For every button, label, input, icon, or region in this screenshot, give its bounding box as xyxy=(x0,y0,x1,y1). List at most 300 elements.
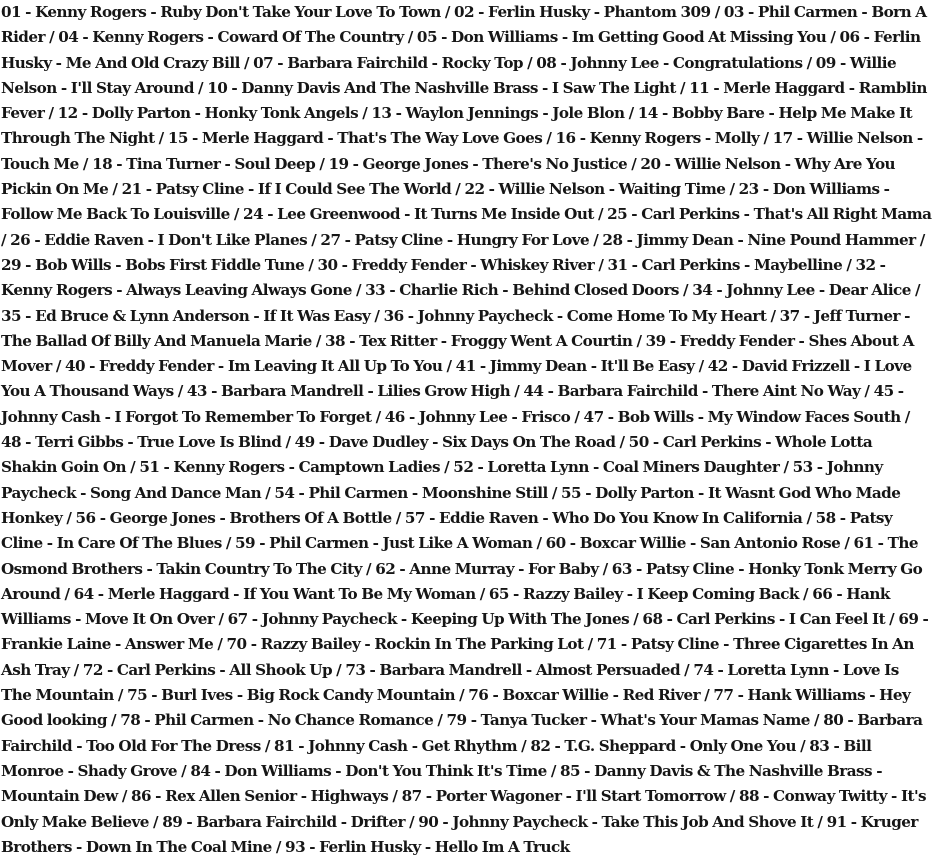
track-title: Me And Old Crazy Bill xyxy=(65,53,240,72)
track-separator: / xyxy=(455,686,469,705)
track-entry: 24 - Lee Greenwood - It Turns Me Inside Out xyxy=(243,205,594,224)
track-artist: Ferlin Husky xyxy=(1,28,921,72)
track-number: 11 xyxy=(689,78,710,97)
track-artist: Johnny Lee xyxy=(418,407,508,426)
track-number: 30 xyxy=(317,255,338,274)
track-number: 39 xyxy=(645,331,666,350)
track-number: 72 xyxy=(82,660,103,679)
track-title: Rockin In The Parking Lot xyxy=(374,635,584,654)
track-entry: 82 - T.G. Sheppard - Only One You xyxy=(530,736,796,755)
track-number: 58 xyxy=(815,508,836,527)
track-separator: / xyxy=(440,3,454,21)
track-entry: 77 - Hank Williams - Hey Good looking xyxy=(1,686,911,730)
track-artist: Willie Nelson xyxy=(498,180,605,199)
track-artist: Barbara Mandrell xyxy=(379,660,522,679)
track-title: Ramblin Fever xyxy=(1,78,927,123)
track-entry: 41 - Jimmy Dean - It'll Be Easy xyxy=(455,357,695,376)
track-number: 19 xyxy=(328,154,349,173)
track-separator: / xyxy=(391,508,405,527)
track-number: 71 xyxy=(596,635,617,654)
track-title: Takin Country To The City xyxy=(156,559,362,578)
track-entry: 39 - Freddy Fender - Shes About A Mover xyxy=(1,331,914,376)
track-title: Big Rock Candy Mountain xyxy=(246,686,455,705)
track-title: Only One You xyxy=(689,736,796,755)
track-entry: 68 - Carl Perkins - I Can Feel It xyxy=(642,610,886,629)
track-entry: 03 - Phil Carmen - Born A Rider xyxy=(1,3,927,47)
track-artist: Tina Turner xyxy=(126,154,221,173)
track-separator: / xyxy=(44,104,58,123)
track-artist: Patsy Cline xyxy=(1,508,893,553)
track-separator: / xyxy=(370,306,384,325)
track-title: Honky Tonk Merry Go Around xyxy=(1,559,923,603)
track-separator: / xyxy=(766,306,780,325)
track-entry: 21 - Patsy Cline - If I Could See The World xyxy=(121,180,452,199)
track-title: Ruby Don't Take Your Love To Town xyxy=(160,3,441,21)
track-number: 78 xyxy=(120,711,141,730)
track-title: Congratulations xyxy=(672,53,803,72)
track-title: Frisco xyxy=(521,407,571,426)
track-number: 74 xyxy=(693,660,714,679)
track-number: 62 xyxy=(375,559,396,578)
track-title: Come Home To My Heart xyxy=(566,306,767,325)
track-entry: 15 - Merle Haggard - That's The Way Love Goes xyxy=(167,129,543,148)
track-artist: Kenny Rogers xyxy=(1,281,113,300)
track-title: Hello Im A Truck xyxy=(434,837,570,856)
track-entry: 83 - Bill Monroe - Shady Grove xyxy=(1,736,872,780)
track-artist: Eddie Raven xyxy=(438,508,539,527)
track-separator: / xyxy=(842,255,856,274)
track-artist: Johnny Paycheck xyxy=(417,306,553,325)
track-title: The Ballad Of Billy And Manuela Marie xyxy=(1,331,312,350)
track-artist: Barbara Fairchild xyxy=(557,382,698,401)
track-artist: Bill Monroe xyxy=(1,736,872,780)
track-separator: / xyxy=(759,129,773,148)
track-separator: / xyxy=(725,787,739,806)
track-number: 66 xyxy=(812,584,833,603)
track-entry: 60 - Boxcar Willie - San Antonio Rose xyxy=(545,534,841,553)
track-number: 91 xyxy=(826,812,847,831)
track-number: 40 xyxy=(64,357,86,376)
track-artist: Burl Ives xyxy=(161,686,233,705)
track-separator: / xyxy=(106,711,121,730)
track-number: 34 xyxy=(692,281,713,300)
track-title: No Chance Romance xyxy=(267,711,434,730)
track-entry: 02 - Ferlin Husky - Phantom 309 xyxy=(453,3,711,21)
track-artist: Johnny Paycheck xyxy=(452,812,588,831)
track-number: 08 xyxy=(536,53,557,72)
track-entry: 34 - Johnny Lee - Dear Alice xyxy=(692,281,911,300)
track-number: 61 xyxy=(853,534,874,553)
track-number: 67 xyxy=(227,610,248,629)
track-separator: / xyxy=(900,407,910,426)
track-separator: / xyxy=(915,230,925,249)
track-separator: / xyxy=(547,483,562,502)
track-entry: 79 - Tanya Tucker - What's Your Mamas Name xyxy=(446,711,810,730)
track-separator: / xyxy=(632,331,646,350)
track-artist: Ed Bruce & Lynn Anderson xyxy=(35,306,250,325)
track-artist: The Osmond Brothers xyxy=(1,534,918,578)
track-separator: / xyxy=(433,711,447,730)
track-artist: Dolly Parton xyxy=(91,104,191,123)
track-entry: 36 - Johnny Paycheck - Come Home To My Heart xyxy=(383,306,767,325)
track-number: 76 xyxy=(468,686,489,705)
track-artist: Don Williams xyxy=(772,180,880,199)
track-number: 18 xyxy=(92,154,113,173)
track-separator: / xyxy=(193,78,208,97)
track-number: 21 xyxy=(121,180,142,199)
track-separator: / xyxy=(546,761,560,780)
track-separator: / xyxy=(213,635,227,654)
track-title: Answer Me xyxy=(124,635,214,654)
track-entry: 13 - Waylon Jennings - Jole Blon xyxy=(371,104,625,123)
track-artist: Willie Nelson xyxy=(806,129,913,148)
track-separator: / xyxy=(1,230,11,249)
track-separator: / xyxy=(542,129,556,148)
track-number: 85 xyxy=(560,761,581,780)
track-separator: / xyxy=(910,281,921,300)
track-title: Coal Miners Daughter xyxy=(602,458,780,477)
track-entry: 19 - George Jones - There's No Justice xyxy=(328,154,628,173)
track-entry: 37 - Jeff Turner - The Ballad Of Billy And Manuela Marie xyxy=(1,306,910,350)
track-entry: 49 - Dave Dudley - Six Days On The Road xyxy=(294,433,616,452)
track-number: 16 xyxy=(555,129,576,148)
track-entry: 27 - Patsy Cline - Hungry For Love xyxy=(320,230,590,249)
track-title: Drifter xyxy=(350,812,405,831)
track-artist: Phil Carmen xyxy=(757,3,858,21)
track-artist: David Frizzell xyxy=(741,357,850,376)
track-entry: 48 - Terri Gibbs - True Love Is Blind xyxy=(1,433,282,452)
track-entry: 17 - Willie Nelson - Touch Me xyxy=(1,129,923,173)
track-title: Shady Grove xyxy=(77,761,178,780)
track-artist: Eddie Raven xyxy=(44,230,144,249)
track-title: Hey Good looking xyxy=(1,686,911,730)
track-artist: Johnny Paycheck xyxy=(1,458,883,502)
track-title: Too Old For The Dress xyxy=(86,736,261,755)
track-number: 04 xyxy=(58,28,79,47)
track-artist: Johnny Lee xyxy=(726,281,815,300)
track-title: There Aint No Way xyxy=(711,382,861,401)
track-title: My Window Faces South xyxy=(707,407,901,426)
track-separator: / xyxy=(113,686,128,705)
track-separator: / xyxy=(108,180,122,199)
track-entry: 67 - Johnny Paycheck - Keeping Up With The Jones xyxy=(227,610,630,629)
track-entry: 78 - Phil Carmen - No Chance Romance xyxy=(120,711,434,730)
track-artist: Bob Wills xyxy=(617,407,694,426)
track-number: 90 xyxy=(418,812,439,831)
track-number: 57 xyxy=(404,508,425,527)
track-number: 53 xyxy=(792,458,813,477)
track-artist: Johnny Paycheck xyxy=(261,610,397,629)
track-entry: 45 - Johnny Cash - I Forgot To Remember To Forget xyxy=(1,382,904,426)
track-entry: 56 - George Jones - Brothers Of A Bottle xyxy=(75,508,392,527)
track-title: Take This Job And Shove It xyxy=(601,812,814,831)
track-artist: Johnny Lee xyxy=(570,53,659,72)
track-artist: Razzy Bailey xyxy=(260,635,361,654)
track-entry: 33 - Charlie Rich - Behind Closed Doors xyxy=(365,281,679,300)
track-separator: / xyxy=(624,104,638,123)
track-separator: / xyxy=(351,281,366,300)
track-number: 02 xyxy=(453,3,475,21)
track-artist: Terri Gibbs xyxy=(35,433,124,452)
track-entry: 73 - Barbara Mandrell - Almost Persuaded xyxy=(345,660,681,679)
track-entry: 32 - Kenny Rogers - Always Leaving Always Gone xyxy=(1,255,886,300)
track-title: That's All Right Mama xyxy=(753,205,932,224)
track-number: 75 xyxy=(127,686,148,705)
track-title: Keeping Up With The Jones xyxy=(410,610,630,629)
track-number: 31 xyxy=(607,255,628,274)
track-artist: Charlie Rich xyxy=(399,281,499,300)
track-number: 06 xyxy=(839,28,860,47)
track-entry: 88 - Conway Twitty - It's Only Make Believe xyxy=(1,787,927,831)
track-number: 27 xyxy=(320,230,341,249)
track-entry: 64 - Merle Haggard - If You Want To Be My Woman xyxy=(73,584,476,603)
track-number: 46 xyxy=(384,407,405,426)
track-number: 22 xyxy=(464,180,485,199)
track-title: Highways xyxy=(310,787,389,806)
track-separator: / xyxy=(51,357,65,376)
track-title: I Keep Coming Back xyxy=(636,584,799,603)
track-artist: Carl Perkins xyxy=(641,255,740,274)
track-number: 69 xyxy=(898,610,919,629)
track-number: 43 xyxy=(186,382,207,401)
track-entry: 50 - Carl Perkins - Whole Lotta Shakin Goin On xyxy=(1,433,873,477)
track-artist: Tex Ritter xyxy=(359,331,437,350)
track-number: 35 xyxy=(1,306,22,325)
tracklist-text xyxy=(1,0,932,860)
track-number: 89 xyxy=(162,812,183,831)
track-artist: George Jones xyxy=(362,154,469,173)
track-number: 82 xyxy=(530,736,551,755)
track-number: 36 xyxy=(383,306,404,325)
track-separator: / xyxy=(522,53,537,72)
track-artist: George Jones xyxy=(109,508,216,527)
track-artist: Dave Dudley xyxy=(328,433,428,452)
track-separator: / xyxy=(710,3,724,21)
track-entry: 91 - Kruger Brothers - Down In The Coal Mine xyxy=(1,812,918,856)
track-separator: / xyxy=(826,28,840,47)
track-title: I Forgot To Remember To Forget xyxy=(114,407,372,426)
track-artist: Tanya Tucker xyxy=(480,711,587,730)
track-number: 17 xyxy=(772,129,793,148)
track-title: Hungry For Love xyxy=(456,230,590,249)
track-number: 03 xyxy=(723,3,744,21)
track-title: It's Only Make Believe xyxy=(1,787,927,831)
track-separator: / xyxy=(229,205,244,224)
track-entry: 01 - Kenny Rogers - Ruby Don't Take Your Love To Town xyxy=(1,3,441,21)
track-separator: / xyxy=(798,584,813,603)
track-number: 79 xyxy=(446,711,467,730)
track-title: Soul Deep xyxy=(234,154,316,173)
track-entry: 29 - Bob Wills - Bobs First Fiddle Tune xyxy=(1,255,305,274)
track-separator: / xyxy=(860,382,874,401)
track-artist: Patsy Cline xyxy=(354,230,443,249)
track-number: 60 xyxy=(545,534,566,553)
track-number: 28 xyxy=(602,230,623,249)
track-title: For Baby xyxy=(528,559,599,578)
track-entry: 51 - Kenny Rogers - Camptown Ladies xyxy=(139,458,441,477)
track-artist: Willie Nelson xyxy=(1,53,897,97)
track-entry: 47 - Bob Wills - My Window Faces South xyxy=(583,407,901,426)
track-artist: Rex Allen Senior xyxy=(165,787,297,806)
track-separator: / xyxy=(371,407,385,426)
track-artist: Patsy Cline xyxy=(155,180,244,199)
track-separator: / xyxy=(315,154,329,173)
track-title: Always Leaving Always Gone xyxy=(126,281,352,300)
track-separator: / xyxy=(813,812,827,831)
track-artist: Merle Haggard xyxy=(723,78,845,97)
track-title: Don't You Think It's Time xyxy=(345,761,547,780)
track-separator: / xyxy=(177,761,191,780)
track-title: Song And Dance Man xyxy=(90,483,262,502)
track-artist: Conway Twitty xyxy=(773,787,887,806)
track-separator: / xyxy=(675,78,690,97)
track-number: 55 xyxy=(561,483,582,502)
track-separator: / xyxy=(840,534,854,553)
track-separator: / xyxy=(173,382,187,401)
track-separator: / xyxy=(361,559,376,578)
track-separator: / xyxy=(795,736,810,755)
track-number: 86 xyxy=(130,787,152,806)
track-title: Dear Alice xyxy=(828,281,911,300)
track-artist: Freddy Fender xyxy=(679,331,795,350)
track-entry: 53 - Johnny Paycheck - Song And Dance Man xyxy=(1,458,883,502)
track-separator: / xyxy=(154,129,168,148)
track-title: Who Do You Know In California xyxy=(552,508,803,527)
track-number: 63 xyxy=(611,559,632,578)
track-number: 54 xyxy=(274,483,295,502)
track-artist: Anne Murray xyxy=(409,559,514,578)
track-number: 45 xyxy=(873,382,894,401)
track-number: 07 xyxy=(253,53,274,72)
track-separator: / xyxy=(885,610,899,629)
track-title: Phantom 309 xyxy=(603,3,711,21)
track-entry: 58 - Patsy Cline - In Care Of The Blues xyxy=(1,508,893,553)
track-title: Behind Closed Doors xyxy=(512,281,679,300)
track-separator: / xyxy=(627,154,641,173)
track-artist: Hank Williams xyxy=(1,584,890,629)
track-title: It'll Be Easy xyxy=(600,357,695,376)
track-entry: 28 - Jimmy Dean - Nine Pound Hammer xyxy=(602,230,916,249)
track-entry: 10 - Danny Davis And The Nashville Brass - I Saw The Light xyxy=(207,78,676,97)
track-entry: 74 - Loretta Lynn - Love Is The Mountain xyxy=(1,660,899,705)
track-title: Rocky Top xyxy=(441,53,523,72)
track-number: 38 xyxy=(325,331,346,350)
track-artist: Patsy Cline xyxy=(645,559,735,578)
track-title: I'll Start Tomorrow xyxy=(575,787,726,806)
track-title: Froggy Went A Courtin xyxy=(450,331,633,350)
track-entry: 23 - Don Williams - Follow Me Back To Louisville xyxy=(1,180,890,224)
track-entry: 86 - Rex Allen Senior - Highways xyxy=(130,787,389,806)
track-title: Touch Me xyxy=(1,154,79,173)
track-artist: Willie Nelson xyxy=(674,154,781,173)
track-separator: / xyxy=(404,812,419,831)
track-entry: 75 - Burl Ives - Big Rock Candy Mountain xyxy=(127,686,455,705)
track-title: Honky Tonk Angels xyxy=(204,104,359,123)
track-entry: 11 - Merle Haggard - Ramblin Fever xyxy=(1,78,927,123)
track-number: 37 xyxy=(779,306,800,325)
track-artist: Jeff Turner xyxy=(813,306,900,325)
track-separator: / xyxy=(583,635,597,654)
track-artist: Danny Davis & The Nashville Brass xyxy=(594,761,873,780)
track-separator: / xyxy=(680,660,694,679)
track-separator: / xyxy=(214,610,228,629)
track-artist: Razzy Bailey xyxy=(522,584,623,603)
track-entry: 84 - Don Williams - Don't You Think It's Time xyxy=(190,761,547,780)
track-separator: / xyxy=(510,382,524,401)
track-number: 49 xyxy=(294,433,315,452)
track-artist: Carl Perkins xyxy=(641,205,740,224)
track-entry: 43 - Barbara Mandrell - Lilies Grow High xyxy=(186,382,511,401)
track-title: I Can Feel It xyxy=(788,610,886,629)
track-separator: / xyxy=(532,534,546,553)
track-artist: Freddy Fender xyxy=(351,255,467,274)
track-separator: / xyxy=(678,281,693,300)
track-separator: / xyxy=(598,559,612,578)
track-title: Just Like A Woman xyxy=(382,534,533,553)
track-artist: Lee Greenwood xyxy=(277,205,400,224)
track-title: Born A Rider xyxy=(1,3,927,47)
track-title: I Saw The Light xyxy=(551,78,676,97)
track-title: It Turns Me Inside Out xyxy=(414,205,594,224)
track-artist: Don Williams xyxy=(224,761,332,780)
track-artist: Johnny Cash xyxy=(308,736,408,755)
track-entry: 61 - The Osmond Brothers - Takin Country To The City xyxy=(1,534,918,578)
track-number: 56 xyxy=(75,508,96,527)
track-title: I Love You A Thousand Ways xyxy=(1,357,912,401)
track-separator: / xyxy=(78,154,93,173)
track-artist: Barbara Fairchild xyxy=(196,812,337,831)
track-artist: Kenny Rogers xyxy=(35,3,147,21)
track-title: Get Rhythm xyxy=(421,736,518,755)
track-artist: Jimmy Dean xyxy=(636,230,734,249)
track-artist: Bob Wills xyxy=(35,255,112,274)
track-separator: / xyxy=(239,53,254,72)
track-separator: / xyxy=(442,357,456,376)
track-separator: / xyxy=(440,458,454,477)
track-entry: 30 - Freddy Fender - Whiskey River xyxy=(317,255,595,274)
track-entry: 14 - Bobby Bare - Help Me Make It Through The Night xyxy=(1,104,913,148)
track-entry: 76 - Boxcar Willie - Red River xyxy=(468,686,701,705)
track-artist: Danny Davis And The Nashville Brass xyxy=(241,78,538,97)
track-title: Nine Pound Hammer xyxy=(747,230,916,249)
track-title: It Wasnt God Who Made Honkey xyxy=(1,483,901,527)
track-artist: Jimmy Dean xyxy=(489,357,587,376)
track-title: Bobs First Fiddle Tune xyxy=(125,255,305,274)
track-title: Mountain Dew xyxy=(1,787,118,806)
track-title: San Antonio Rose xyxy=(699,534,841,553)
track-entry: 70 - Razzy Bailey - Rockin In The Parking Lot xyxy=(226,635,584,654)
track-number: 41 xyxy=(455,357,476,376)
track-entry: 38 - Tex Ritter - Froggy Went A Courtin xyxy=(325,331,633,350)
track-entry: 18 - Tina Turner - Soul Deep xyxy=(92,154,316,173)
track-number: 24 xyxy=(243,205,264,224)
track-title: Im Leaving It All Up To You xyxy=(227,357,443,376)
track-separator: / xyxy=(694,357,708,376)
track-number: 29 xyxy=(1,255,22,274)
track-separator: / xyxy=(358,104,372,123)
track-number: 65 xyxy=(488,584,509,603)
track-entry: 31 - Carl Perkins - Maybelline xyxy=(607,255,843,274)
track-entry: 42 - David Frizzell - I Love You A Thousand Ways xyxy=(1,357,912,401)
track-entry: 89 - Barbara Fairchild - Drifter xyxy=(162,812,405,831)
track-title: Help Me Make It Through The Night xyxy=(1,104,913,148)
track-entry: 07 - Barbara Fairchild - Rocky Top xyxy=(253,53,523,72)
track-number: 47 xyxy=(583,407,604,426)
track-entry: 63 - Patsy Cline - Honky Tonk Merry Go Around xyxy=(1,559,923,603)
track-artist: Phil Carmen xyxy=(269,534,369,553)
track-artist: Barbara Mandrell xyxy=(220,382,364,401)
track-separator: / xyxy=(62,508,76,527)
